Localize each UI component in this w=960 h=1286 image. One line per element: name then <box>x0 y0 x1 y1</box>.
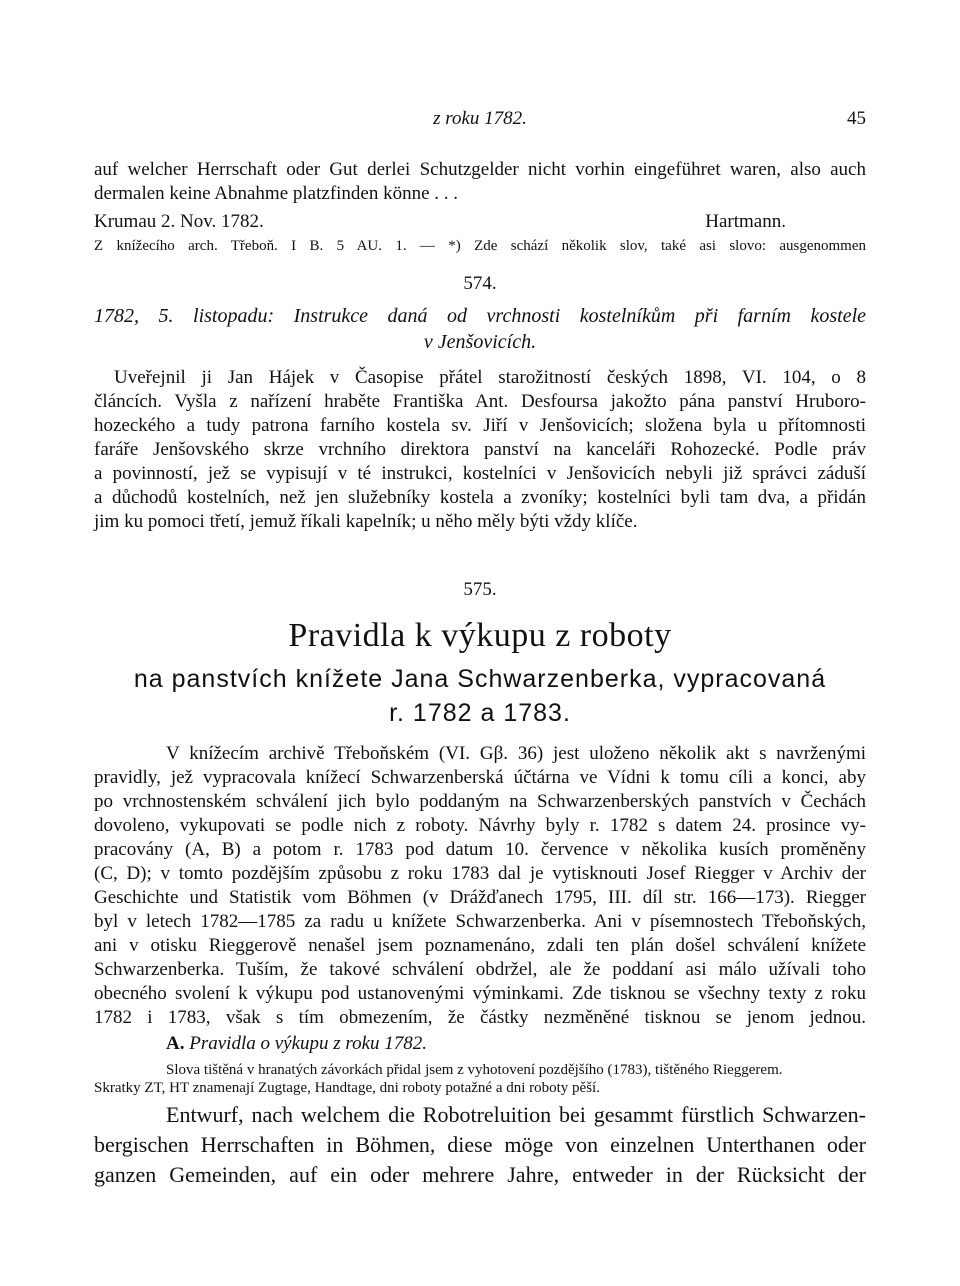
doc-575-subtitle-cont: r. 1782 a 1783. <box>389 699 571 727</box>
running-header <box>94 108 866 132</box>
section-a-note: Slova tištěná v hranatých závorkách přidal jsem z vyhotovení pozdějšího (1783), tištěného Rieggerem. <box>166 1062 783 1078</box>
german-text-line: bergischen Herrschaften in Böhmen, diese möge von einzelnen Unterthanen oder <box>94 1132 866 1157</box>
body-line: V knížecím archivě Třeboňském (VI. Gβ. 36) jest uloženo několik akt s navrženými <box>166 743 866 764</box>
body-line: byl v letech 1782—1785 za radu u knížete Schwarzenberka. Ani v písemnostech Třeboňských, <box>94 911 866 932</box>
section-a-note: Skratky ZT, HT znamenají Zugtage, Handtage, dni roboty potažné a dni roboty pěší. <box>94 1080 600 1096</box>
body-line: článcích. Vyšla z nařízení hraběte Františka Ant. Desfoursa jakožto pána panství Hruboro- <box>94 391 866 412</box>
signature-name: Hartmann. <box>705 211 786 232</box>
doc-575-title: Pravidla k výkupu z roboty <box>288 617 672 654</box>
body-line: dovoleno, vykupovati se podle nich z roboty. Návrhy byly r. 1782 s datem 24. prosince vy- <box>94 815 866 836</box>
section-a-letter: A. <box>166 1033 185 1054</box>
body-line: Uveřejnil ji Jan Hájek v Časopise přátel starožitností českých 1898, VI. 104, o 8 <box>114 367 866 388</box>
body-line: hozeckého a tudy patrona farního kostela sv. Jiří v Jenšovicích; složena byla u přítomnosti <box>94 415 866 436</box>
body-line: pravidly, jež vypracovala knížecí Schwarzenberská účtárna ve Vídni k tomu cíli a konci, aby <box>94 767 866 788</box>
signature-place: Krumau 2. Nov. 1782. <box>94 211 264 232</box>
section-a-heading <box>166 1032 866 1056</box>
running-title: z roku 1782. <box>433 108 527 129</box>
doc-574-heading: 1782, 5. listopadu: Instrukce daná od vrchnosti kostelníkům při farním kostele <box>94 305 866 327</box>
body-line: obecného svolení k výkupu pod ustanovenými výminkami. Zde tisknou se všechny texty z roku <box>94 983 866 1004</box>
body-line: pracovány (A, B) a potom r. 1783 pod datum 10. července v několika kusích proměněny <box>94 839 866 860</box>
page-number: 45 <box>847 108 866 129</box>
body-line: ani v otisku Rieggerově nenašel jsem poznamenáno, zdali ten plán došel schválení knížete <box>94 935 866 956</box>
doc-number-574: 574. <box>463 273 497 294</box>
body-line: Geschichte und Statistik vom Böhmen (v Drážďanech 1795, III. díl str. 166—173). Riegger <box>94 887 866 908</box>
body-line: po vrchnostenském schválení jich bylo poddaným na Schwarzenberských panstvích v Čechách <box>94 791 866 812</box>
body-line: a povinností, jež se vypisují v té instrukci, kostelníci v Jenšovicích nebyli již správci záduší <box>94 463 866 484</box>
body-line: a důchodů kostelních, než jen služebníky kostela a zvoníky; kostelníci byli tam dva, a přidán <box>94 487 866 508</box>
body-line: jim ku pomoci třetí, jemuž říkali kapelník; u něho měly býti vždy klíče. <box>94 511 638 532</box>
prev-doc-line: dermalen keine Abnahme platzfinden könne . . . <box>94 183 459 204</box>
doc-575-subtitle: na panstvích knížete Jana Schwarzenberka, vypracovaná <box>133 665 827 693</box>
prev-doc-line: auf welcher Herrschaft oder Gut derlei Schutzgelder nicht vorhin eingeführet waren, also auch <box>94 159 866 180</box>
german-text-line: Entwurf, nach welchem die Robotreluition bei gesammt fürstlich Schwarzen- <box>166 1102 866 1127</box>
doc-number-575: 575. <box>463 579 497 600</box>
body-line: (C, D); v tomto pozdějším způsobu z roku 1783 dal je vytisknouti Josef Riegger v Archiv der <box>94 863 866 884</box>
source-note: Z knížecího arch. Třeboň. I B. 5 AU. 1. — *) Zde schází několik slov, také asi slovo: ausgenommen <box>94 238 866 254</box>
german-text-line: ganzen Gemeinden, auf ein oder mehrere Jahre, entweder in der Rücksicht der <box>94 1162 866 1187</box>
body-line: Schwarzenberka. Tuším, že takové schválení obdržel, ale že poddaní asi málo užívali toho <box>94 959 866 980</box>
doc-574-heading-cont: v Jenšovicích. <box>423 331 537 353</box>
body-line: 1782 i 1783, však s tím obmezením, že částky nezměněné tisknou se jenom jednou. <box>94 1007 866 1028</box>
section-a-title: Pravidla o výkupu z roku 1782. <box>189 1033 428 1054</box>
body-line: faráře Jenšovského skrze vrchního direktora panství na kanceláři Rohozecké. Podle práv <box>94 439 866 460</box>
